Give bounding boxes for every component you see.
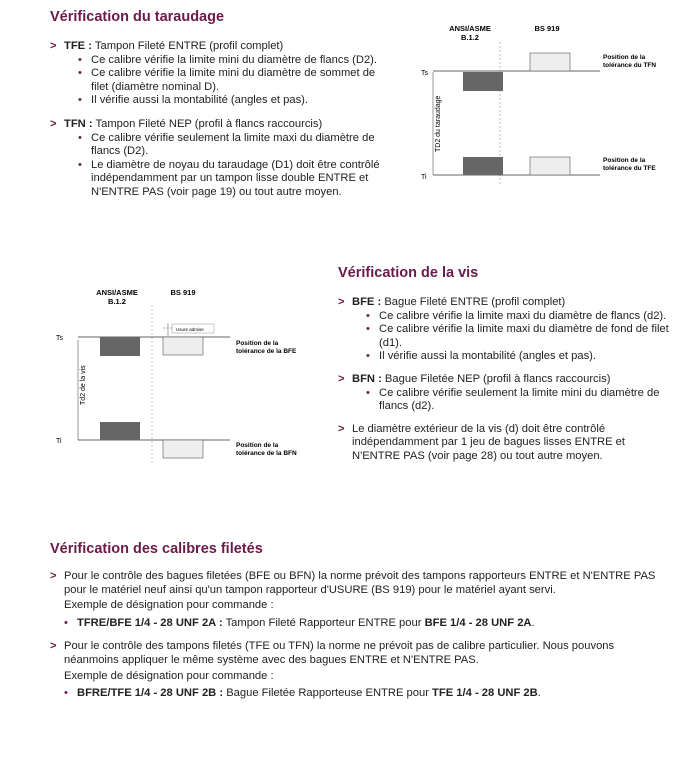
section-title-vis: Vérification de la vis xyxy=(338,265,479,281)
vis-text xyxy=(338,296,670,471)
pos-label: Position de la xyxy=(236,442,279,449)
axis-label: Td2 de la vis xyxy=(80,365,87,405)
bfe-band-bs xyxy=(163,337,203,355)
col-label-ansi-b: B.1.2 xyxy=(108,297,126,306)
bullet: • Ce calibre vérifie la limite mini du diamètre de flancs (D2). xyxy=(64,54,390,68)
list-item-bfe xyxy=(338,296,670,364)
diagram-taraudage xyxy=(415,20,680,205)
example-ref: BFE 1/4 - 28 UNF 2A xyxy=(424,616,532,629)
col-label-ansi: ANSI/ASME xyxy=(96,288,138,297)
usure-label: Usure admise xyxy=(176,327,204,332)
para-bagues: Pour le contrôle des bagues filetées (BFE ou BFN) la norme prévoit des tampons rapporteurs ENTRE et N'ENTRE PAS pour le matériel neuf ainsi qu'un tampon rapporteur d'USURE (BS 919) pour le matériel ayant servi. xyxy=(64,570,656,596)
col-label-ansi-b: B.1.2 xyxy=(461,33,479,42)
list-item-diametre xyxy=(338,423,670,464)
bullet: • Ce calibre vérifie la limite maxi du diamètre de fond de filet (d1). xyxy=(352,323,670,350)
ts-label: Ts xyxy=(56,335,63,342)
code-tfn: TFN : xyxy=(64,117,93,130)
ti-label: Ti xyxy=(56,438,62,445)
bullet: • Il vérifie aussi la montabilité (angles et pas). xyxy=(352,350,670,364)
bullet: • Ce calibre vérifie la limite maxi du diamètre de flancs (d2). xyxy=(352,310,670,324)
example-text: Bague Filetée Rapporteuse ENTRE pour xyxy=(223,687,433,700)
example-text: Tampon Fileté Rapporteur ENTRE pour xyxy=(222,616,425,629)
tfn-band-bs xyxy=(530,53,570,71)
example-period: . xyxy=(537,687,541,700)
bfn-band-bs xyxy=(163,440,203,458)
code-bfn: BFN : xyxy=(352,372,382,385)
desc-bfe: Bague Fileté ENTRE (profil complet) xyxy=(381,296,566,308)
section-title-taraudage: Vérification du taraudage xyxy=(50,9,225,25)
bfe-band-ansi xyxy=(100,337,140,356)
bullet: • Ce calibre vérifie seulement la limite maxi du diamètre de flancs (D2). xyxy=(64,132,390,159)
pos-label: tolérance de la BFE xyxy=(236,348,297,355)
ts-label: Ts xyxy=(421,70,428,77)
bullet: • Il vérifie aussi la montabilité (angles et pas). xyxy=(64,94,390,108)
desc-tfn: Tampon Fileté NEP (profil à flancs raccourcis) xyxy=(92,117,323,130)
bullet: • Le diamètre de noyau du taraudage (D1) doit être contrôlé indépendamment par un tampon lisse double ENTRE et N'ENTRE PAS (voir page 19) ou tout autre moyen. xyxy=(64,159,390,200)
list-item-tfn xyxy=(50,118,390,200)
col-label-bs: BS 919 xyxy=(534,24,560,33)
bullet: • Ce calibre vérifie seulement la limite mini du diamètre de flancs (d2). xyxy=(352,387,670,414)
example-label: Exemple de désignation pour commande : xyxy=(64,599,274,612)
col-label-bs: BS 919 xyxy=(170,288,196,297)
desc-tfe: Tampon Fileté ENTRE (profil complet) xyxy=(91,40,284,52)
tfn-band-ansi xyxy=(463,72,503,91)
tfe-band-ansi xyxy=(463,157,503,175)
pos-label: tolérance de la BFN xyxy=(236,450,297,457)
example-label: Exemple de désignation pour commande : xyxy=(64,669,274,682)
desc-diametre: Le diamètre extérieur de la vis (d) doit être contrôlé indépendamment par 1 jeu de bagues lisses ENTRE et N'ENTRE PAS (voir page 28) ou tout autre moyen. xyxy=(352,422,626,462)
pos-label: tolérance du TFE xyxy=(603,165,656,172)
example-ref: TFE 1/4 - 28 UNF 2B xyxy=(432,687,538,700)
bfn-band-ansi xyxy=(100,422,140,440)
diagram-vis xyxy=(50,285,315,470)
list-item-bfn xyxy=(338,373,670,414)
taraudage-text xyxy=(50,40,390,207)
example-code: TFRE/BFE 1/4 - 28 UNF 2A : xyxy=(77,616,223,629)
calibres-text xyxy=(50,570,670,701)
axis-label: TD2 du taraudage xyxy=(435,95,442,152)
tfe-band-bs xyxy=(530,157,570,175)
pos-label: Position de la xyxy=(603,157,646,164)
example-item xyxy=(50,617,670,631)
col-label-ansi: ANSI/ASME xyxy=(449,24,491,33)
example-code: BFRE/TFE 1/4 - 28 UNF 2B : xyxy=(77,687,224,700)
para-tampons: Pour le contrôle des tampons filetés (TFE ou TFN) la norme ne prévoit pas de calibre particulier. Nous pouvons néanmoins appliquer le même système avec des bagues ENTRE et N'ENTRE PAS. xyxy=(64,640,615,666)
pos-label: tolérance du TFN xyxy=(603,62,657,69)
code-bfe: BFE : xyxy=(352,296,382,308)
section-title-calibres: Vérification des calibres filetés xyxy=(50,541,263,557)
code-tfe: TFE : xyxy=(64,40,92,52)
bullet: • Ce calibre vérifie la limite mini du diamètre de sommet de filet (diamètre nominal D). xyxy=(64,67,390,94)
example-period: . xyxy=(531,616,535,629)
desc-bfn: Bague Filetée NEP (profil à flancs raccourcis) xyxy=(381,372,611,385)
list-item-bagues xyxy=(50,570,670,597)
list-item-tampons xyxy=(50,640,670,667)
pos-label: Position de la xyxy=(236,340,279,347)
pos-label: Position de la xyxy=(603,54,646,61)
ti-label: Ti xyxy=(421,174,427,181)
list-item-tfe xyxy=(50,40,390,108)
example-item xyxy=(50,687,670,701)
